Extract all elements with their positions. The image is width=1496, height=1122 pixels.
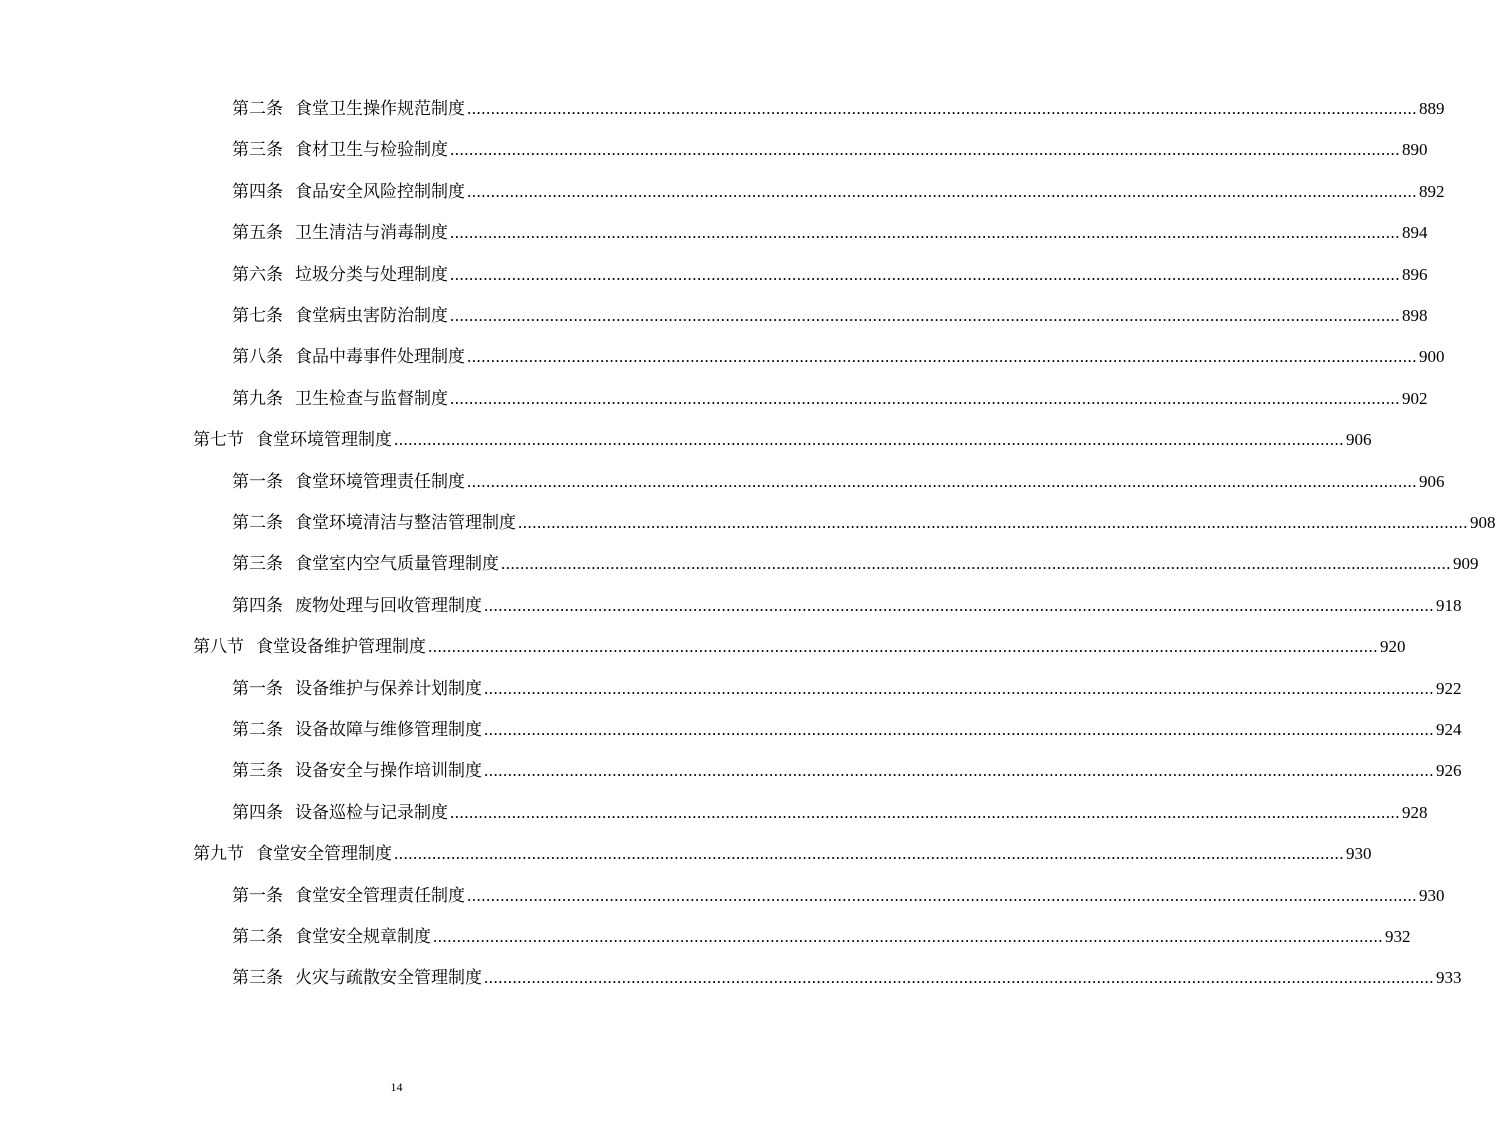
toc-leader-dots: ........................................................................................................................................................................................................: [450, 306, 1400, 325]
toc-entry-number: 第三条: [232, 968, 283, 989]
toc-entry-page: 902: [1402, 388, 1428, 408]
toc-entry-title: 食堂安全规章制度: [295, 927, 431, 947]
toc-entry-title: 设备维护与保养计划制度: [295, 678, 482, 699]
toc-entry-page: 920: [1380, 637, 1406, 657]
toc-article-entry[interactable]: [232, 717, 1462, 741]
toc-leader-dots: ........................................................................................................................................................................................................: [450, 802, 1400, 822]
toc-entry-page: 928: [1402, 802, 1428, 822]
toc-entry-title: 食堂室内空气质量管理制度: [295, 554, 499, 575]
toc-entry-number: 第八条: [232, 347, 283, 368]
toc-entry-title: 卫生清洁与消毒制度: [295, 223, 448, 244]
toc-article-entry[interactable]: [232, 510, 1496, 534]
toc-entry-number: 第四条: [232, 595, 283, 616]
toc-entry-number: 第七节: [193, 430, 244, 451]
toc-leader-dots: ........................................................................................................................................................................................................: [450, 223, 1400, 243]
toc-entry-title: 设备故障与维修管理制度: [295, 720, 482, 740]
toc-leader-dots: ........................................................................................................................................................................................................: [450, 388, 1400, 408]
toc-entry-title: 食堂安全管理责任制度: [295, 885, 465, 906]
toc-entry-number: 第三条: [232, 554, 283, 575]
toc-article-entry[interactable]: [232, 469, 1445, 493]
toc-article-entry[interactable]: [232, 551, 1479, 575]
toc-entry-title: 食堂设备维护管理制度: [256, 637, 426, 658]
toc-leader-dots: ........................................................................................................................................................................................................: [467, 471, 1417, 491]
toc-entry-page: 930: [1419, 885, 1445, 905]
toc-article-entry[interactable]: [232, 593, 1462, 617]
toc-leader-dots: ........................................................................................................................................................................................................: [501, 554, 1451, 574]
toc-article-entry[interactable]: [232, 344, 1445, 368]
toc-entry-title: 食堂安全管理制度: [256, 844, 392, 865]
toc-article-entry[interactable]: [232, 303, 1428, 327]
toc-entry-number: 第九节: [193, 844, 244, 865]
toc-article-entry[interactable]: [232, 676, 1462, 700]
toc-entry-page: 924: [1436, 720, 1462, 739]
toc-article-entry[interactable]: [232, 758, 1462, 782]
toc-leader-dots: ........................................................................................................................................................................................................: [467, 99, 1417, 118]
toc-entry-title: 设备安全与操作培训制度: [295, 761, 482, 782]
toc-entry-title: 食堂环境管理制度: [256, 430, 392, 451]
toc-section-entry[interactable]: [193, 841, 1372, 865]
toc-entry-title: 食品安全风险控制制度: [295, 181, 465, 202]
toc-entry-page: 933: [1436, 968, 1462, 988]
toc-entry-page: 930: [1346, 844, 1372, 864]
toc-entry-page: 900: [1419, 347, 1445, 367]
toc-leader-dots: ........................................................................................................................................................................................................: [428, 637, 1378, 657]
toc-entry-page: 909: [1453, 554, 1479, 574]
toc-leader-dots: ........................................................................................................................................................................................................: [484, 720, 1434, 739]
toc-entry-number: 第一条: [232, 471, 283, 492]
toc-article-entry[interactable]: [232, 220, 1428, 244]
toc-entry-page: 892: [1419, 181, 1445, 201]
toc-entry-title: 火灾与疏散安全管理制度: [295, 968, 482, 989]
toc-article-entry[interactable]: [232, 924, 1411, 948]
toc-article-entry[interactable]: [232, 96, 1445, 120]
toc-entry-page: 896: [1402, 264, 1428, 284]
toc-entry-title: 食品中毒事件处理制度: [295, 347, 465, 368]
toc-entry-number: 第五条: [232, 223, 283, 244]
toc-leader-dots: ........................................................................................................................................................................................................: [467, 347, 1417, 367]
toc-entry-page: 918: [1436, 595, 1462, 615]
toc-entry-number: 第九条: [232, 388, 283, 409]
toc-leader-dots: ........................................................................................................................................................................................................: [484, 678, 1434, 698]
toc-entry-number: 第三条: [232, 140, 283, 161]
toc-entry-title: 食材卫生与检验制度: [295, 140, 448, 161]
toc-leader-dots: ........................................................................................................................................................................................................: [450, 140, 1400, 160]
toc-article-entry[interactable]: [232, 137, 1428, 161]
toc-entry-number: 第七条: [232, 306, 283, 326]
toc-entry-number: 第一条: [232, 678, 283, 699]
toc-article-entry[interactable]: [232, 800, 1428, 824]
toc-entry-title: 食堂环境管理责任制度: [295, 471, 465, 492]
toc-entry-number: 第三条: [232, 761, 283, 782]
toc-entry-page: 894: [1402, 223, 1428, 243]
toc-article-entry[interactable]: [232, 262, 1428, 286]
toc-entry-number: 第二条: [232, 99, 283, 119]
toc-entry-number: 第二条: [232, 513, 283, 533]
toc-leader-dots: ........................................................................................................................................................................................................: [394, 844, 1344, 864]
toc-entry-number: 第四条: [232, 802, 283, 823]
toc-entry-number: 第二条: [232, 720, 283, 740]
toc-article-entry[interactable]: [232, 179, 1445, 203]
toc-leader-dots: ........................................................................................................................................................................................................: [484, 761, 1434, 781]
toc-entry-number: 第六条: [232, 264, 283, 285]
toc-entry-number: 第八节: [193, 637, 244, 658]
toc-entry-title: 设备巡检与记录制度: [295, 802, 448, 823]
toc-entry-page: 922: [1436, 678, 1462, 698]
toc-leader-dots: ........................................................................................................................................................................................................: [433, 927, 1383, 946]
toc-entry-title: 食堂病虫害防治制度: [295, 306, 448, 326]
toc-entry-page: 889: [1419, 99, 1445, 118]
toc-leader-dots: ........................................................................................................................................................................................................: [518, 513, 1468, 532]
toc-entry-page: 898: [1402, 306, 1428, 325]
page-number-footer: 14: [390, 1080, 403, 1094]
toc-entry-title: 食堂环境清洁与整洁管理制度: [295, 513, 516, 533]
toc-entry-number: 第四条: [232, 181, 283, 202]
toc-entry-page: 906: [1419, 471, 1445, 491]
toc-entry-title: 废物处理与回收管理制度: [295, 595, 482, 616]
toc-entry-page: 926: [1436, 761, 1462, 781]
toc-article-entry[interactable]: [232, 386, 1428, 410]
toc-entry-title: 垃圾分类与处理制度: [295, 264, 448, 285]
toc-entry-page: 932: [1385, 927, 1411, 946]
toc-entry-number: 第二条: [232, 927, 283, 947]
toc-entry-page: 890: [1402, 140, 1428, 160]
toc-entry-page: 908: [1470, 513, 1496, 532]
toc-leader-dots: ........................................................................................................................................................................................................: [484, 595, 1434, 615]
toc-article-entry[interactable]: [232, 965, 1462, 989]
toc-leader-dots: ........................................................................................................................................................................................................: [467, 885, 1417, 905]
toc-leader-dots: ........................................................................................................................................................................................................: [467, 181, 1417, 201]
toc-entry-number: 第一条: [232, 885, 283, 906]
toc-leader-dots: ........................................................................................................................................................................................................: [450, 264, 1400, 284]
toc-entry-page: 906: [1346, 430, 1372, 450]
toc-entry-title: 食堂卫生操作规范制度: [295, 99, 465, 119]
toc-section-entry[interactable]: [193, 427, 1372, 451]
toc-article-entry[interactable]: [232, 883, 1445, 907]
toc-section-entry[interactable]: [193, 634, 1406, 658]
toc-entry-title: 卫生检查与监督制度: [295, 388, 448, 409]
toc-leader-dots: ........................................................................................................................................................................................................: [394, 430, 1344, 450]
toc-leader-dots: ........................................................................................................................................................................................................: [484, 968, 1434, 988]
